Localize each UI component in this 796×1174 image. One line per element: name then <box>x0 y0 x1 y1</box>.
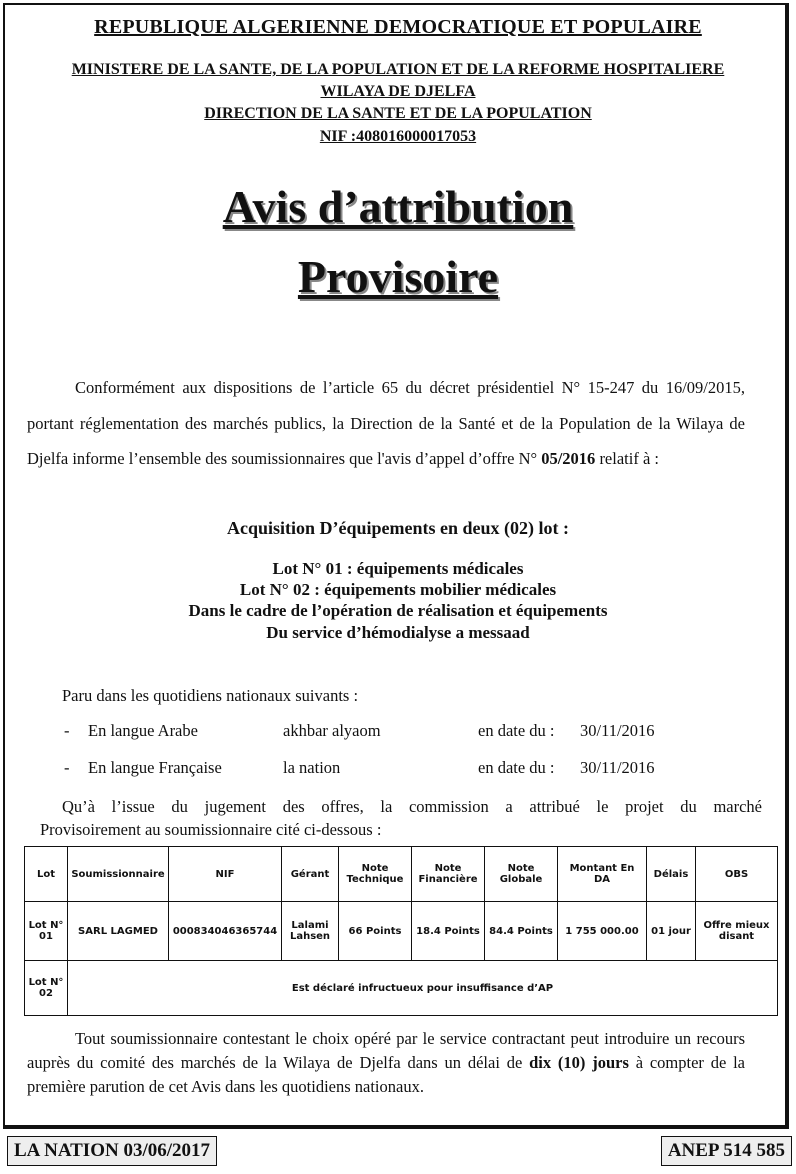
pub-row-date-label: en date du : <box>478 758 555 777</box>
cell-fin-score: 18.4 Points <box>412 902 485 961</box>
decision-line2: Provisoirement au soumissionnaire cité ci-dessous : <box>40 820 382 839</box>
pub-row-paper: la nation <box>283 758 341 777</box>
header-manager: Gérant <box>282 847 339 902</box>
award-table <box>24 846 778 1016</box>
cell-bidder: SARL LAGMED <box>68 902 169 961</box>
publication-intro: Paru dans les quotidiens nationaux suivants : <box>62 686 359 705</box>
object-context2: Du service d’hémodialyse a messaad <box>266 623 530 642</box>
offer-number: 05/2016 <box>541 449 596 468</box>
direction-header: DIRECTION DE LA SANTE ET DE LA POPULATION <box>204 105 592 122</box>
pub-row-date: 30/11/2016 <box>580 758 655 777</box>
footer-newspaper-date: LA NATION 03/06/2017 <box>7 1136 217 1166</box>
intro-tail: relatif à : <box>599 449 659 468</box>
cell-unsuccessful-note: Est déclaré infructueux pour insuffisance d’AP <box>68 961 778 1016</box>
ministry-header: MINISTERE DE LA SANTE, DE LA POPULATION ET DE LA REFORME HOSPITALIERE <box>71 61 725 78</box>
title-line1: Avis d’attribution <box>222 181 574 232</box>
pub-row-bullet: - <box>64 758 70 777</box>
table-row <box>25 902 778 961</box>
recourse-text: Tout soumissionnaire contestant le choix opéré par le service contractant peut introduire un recours auprès du comité des marchés de la Wilaya de Djelfa dans un délai de <box>27 1029 745 1072</box>
header-tech-score: Note Technique <box>339 847 412 902</box>
intro-paragraph <box>27 370 745 477</box>
header-obs: OBS <box>696 847 778 902</box>
recourse-tail: à compter de la première parution de cet Avis dans les quotidiens nationaux. <box>27 1053 746 1096</box>
pub-row-lang: En langue Française <box>88 758 222 777</box>
cell-nif: 000834046365744 <box>169 902 282 961</box>
object-lot2: Lot N° 02 : équipements mobilier médicales <box>239 580 557 599</box>
object-heading: Acquisition D’équipements en deux (02) lot : <box>226 518 569 538</box>
pub-row-date: 30/11/2016 <box>580 721 655 740</box>
intro-text: Conformément aux dispositions de l’article 65 du décret présidentiel N° 15-247 du 16/09/2015, portant réglementation des marchés publics, la Direction de la Santé et de la Population de la Wilaya de Djelfa informe l’ensemble des soumissionnaires que l'avis d’appel d’offre N° <box>27 378 745 468</box>
table-row <box>25 961 778 1016</box>
cell-obs: Offre mieux disant <box>696 902 778 961</box>
object-lot1: Lot N° 01 : équipements médicales <box>272 559 524 578</box>
title-line2: Provisoire <box>297 251 499 302</box>
wilaya-header: WILAYA DE DJELFA <box>320 83 476 100</box>
cell-global-score: 84.4 Points <box>485 902 558 961</box>
header-lot: Lot <box>25 847 68 902</box>
pub-row-lang: En langue Arabe <box>88 721 198 740</box>
pub-row-date-label: en date du : <box>478 721 555 740</box>
object-context1: Dans le cadre de l’opération de réalisation et équipements <box>188 601 608 620</box>
cell-amount: 1 755 000.00 <box>558 902 647 961</box>
header-amount: Montant En DA <box>558 847 647 902</box>
header-bidder: Soumissionnaire <box>68 847 169 902</box>
cell-lot: Lot N° 01 <box>25 902 68 961</box>
cell-lot: Lot N° 02 <box>25 961 68 1016</box>
table-header-row <box>25 847 778 902</box>
header-nif: NIF <box>169 847 282 902</box>
header-fin-score: Note Financière <box>412 847 485 902</box>
recourse-delay: dix (10) jours <box>529 1053 629 1072</box>
cell-delay: 01 jour <box>647 902 696 961</box>
decision-line1: Qu’à l’issue du jugement des offres, la commission a attribué le projet du marché <box>62 797 762 816</box>
nif-header: NIF :408016000017053 <box>319 128 477 145</box>
pub-row-paper: akhbar alyaom <box>283 721 381 740</box>
cell-tech-score: 66 Points <box>339 902 412 961</box>
header-global-score: Note Globale <box>485 847 558 902</box>
footer-anep-number: ANEP 514 585 <box>661 1136 792 1166</box>
cell-manager: Lalami Lahsen <box>282 902 339 961</box>
header-delay: Délais <box>647 847 696 902</box>
republic-header: REPUBLIQUE ALGERIENNE DEMOCRATIQUE ET POPULAIRE <box>94 16 702 38</box>
pub-row-bullet: - <box>64 721 70 740</box>
recourse-paragraph <box>27 1027 745 1099</box>
